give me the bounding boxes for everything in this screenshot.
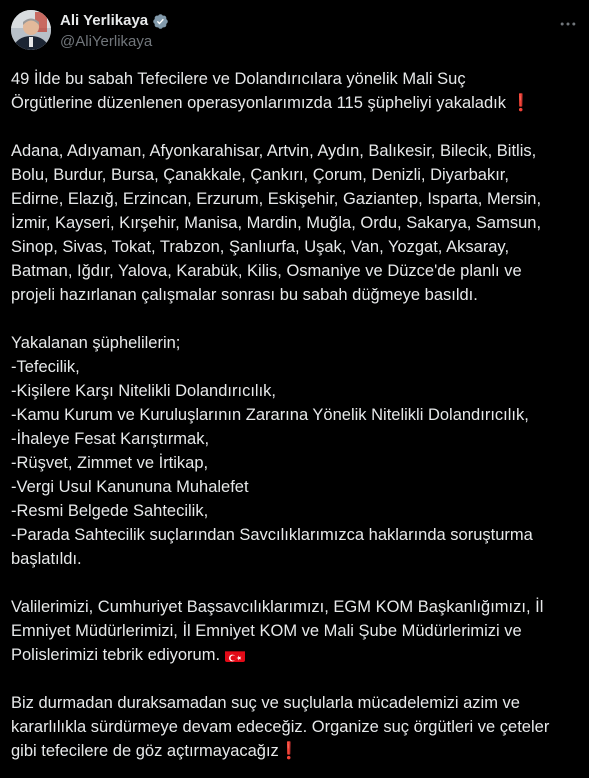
avatar[interactable] — [11, 10, 51, 50]
text-line: başlatıldı. — [11, 550, 82, 568]
text-line — [11, 91, 581, 115]
text-line: projeli hazırlanan çalışmalar sonrası bu sabah düğmeye basıldı. — [11, 286, 478, 304]
closing-paragraph — [11, 691, 581, 763]
cities-paragraph — [11, 139, 581, 307]
text-line: İzmir, Kayseri, Kırşehir, Manisa, Mardin, Muğla, Ordu, Sakarya, Samsun, — [11, 214, 542, 232]
text-line: Biz durmadan duraksamadan suç ve suçlularla mücadelemizi azim ve — [11, 694, 520, 712]
tweet-text — [11, 67, 581, 763]
text-line: kararlılıkla sürdürmeye devam edeceğiz. Organize suç örgütleri ve çeteler — [11, 718, 550, 736]
text-line: Valilerimizi, Cumhuriyet Başsavcılıklarımızı, EGM KOM Başkanlığımızı, İl — [11, 598, 544, 616]
text-segment: gibi tefecilere de göz açtırmayacağız — [11, 742, 279, 760]
text-line: -Kişilere Karşı Nitelikli Dolandırıcılık, — [11, 382, 276, 400]
display-name[interactable]: Ali Yerlikaya — [60, 12, 149, 29]
exclamation-icon: ❗ — [510, 94, 532, 112]
text-line: -Resmi Belgede Sahtecilik, — [11, 502, 209, 520]
more-options-icon[interactable] — [558, 14, 578, 34]
text-line: 49 İlde bu sabah Tefecilere ve Dolandırıcılara yönelik Mali Suç — [11, 70, 466, 88]
exclamation-icon: ❗ — [278, 742, 300, 760]
name-row — [60, 12, 169, 30]
text-line: Edirne, Elazığ, Erzincan, Erzurum, Eskişehir, Gaziantep, Isparta, Mersin, — [11, 190, 542, 208]
text-line: -Rüşvet, Zimmet ve İrtikap, — [11, 454, 209, 472]
text-segment: Polislerimizi tebrik ediyorum. — [11, 646, 221, 664]
text-line: -İhaleye Fesat Karıştırmak, — [11, 430, 210, 448]
text-segment: Örgütlerine düzenlenen operasyonlarımızda 115 şüpheliyi yakaladık — [11, 94, 506, 112]
user-handle[interactable]: @AliYerlikaya — [60, 33, 153, 50]
text-line: Batman, Iğdır, Yalova, Karabük, Kilis, Osmaniye ve Düzce'de planlı ve — [11, 262, 522, 280]
text-line: Bolu, Burdur, Bursa, Çanakkale, Çankırı, Çorum, Denizli, Diyarbakır, — [11, 166, 509, 184]
text-line: -Parada Sahtecilik suçlarından Savcılıklarımızca haklarında soruşturma — [11, 526, 533, 544]
suspects-paragraph — [11, 331, 581, 571]
text-line: -Tefecilik, — [11, 358, 80, 376]
text-line: Emniyet Müdürlerimizi, İl Emniyet KOM ve Mali Şube Müdürlerimizi ve — [11, 622, 522, 640]
text-line: -Vergi Usul Kanununa Muhalefet — [11, 478, 249, 496]
text-line: Sinop, Sivas, Tokat, Trabzon, Şanlıurfa, Uşak, Van, Yozgat, Aksaray, — [11, 238, 510, 256]
tweet-header — [0, 0, 589, 60]
text-line — [11, 643, 581, 667]
thanks-paragraph — [11, 595, 581, 667]
verified-badge-icon — [152, 13, 169, 30]
intro-paragraph — [11, 67, 581, 115]
text-line: Adana, Adıyaman, Afyonkarahisar, Artvin, Aydın, Balıkesir, Bilecik, Bitlis, — [11, 142, 537, 160]
text-line: -Kamu Kurum ve Kuruluşlarının Zararına Yönelik Nitelikli Dolandırıcılık, — [11, 406, 529, 424]
turkey-flag-icon — [225, 648, 245, 662]
text-line — [11, 739, 581, 763]
text-line: Yakalanan şüphelilerin; — [11, 334, 181, 352]
